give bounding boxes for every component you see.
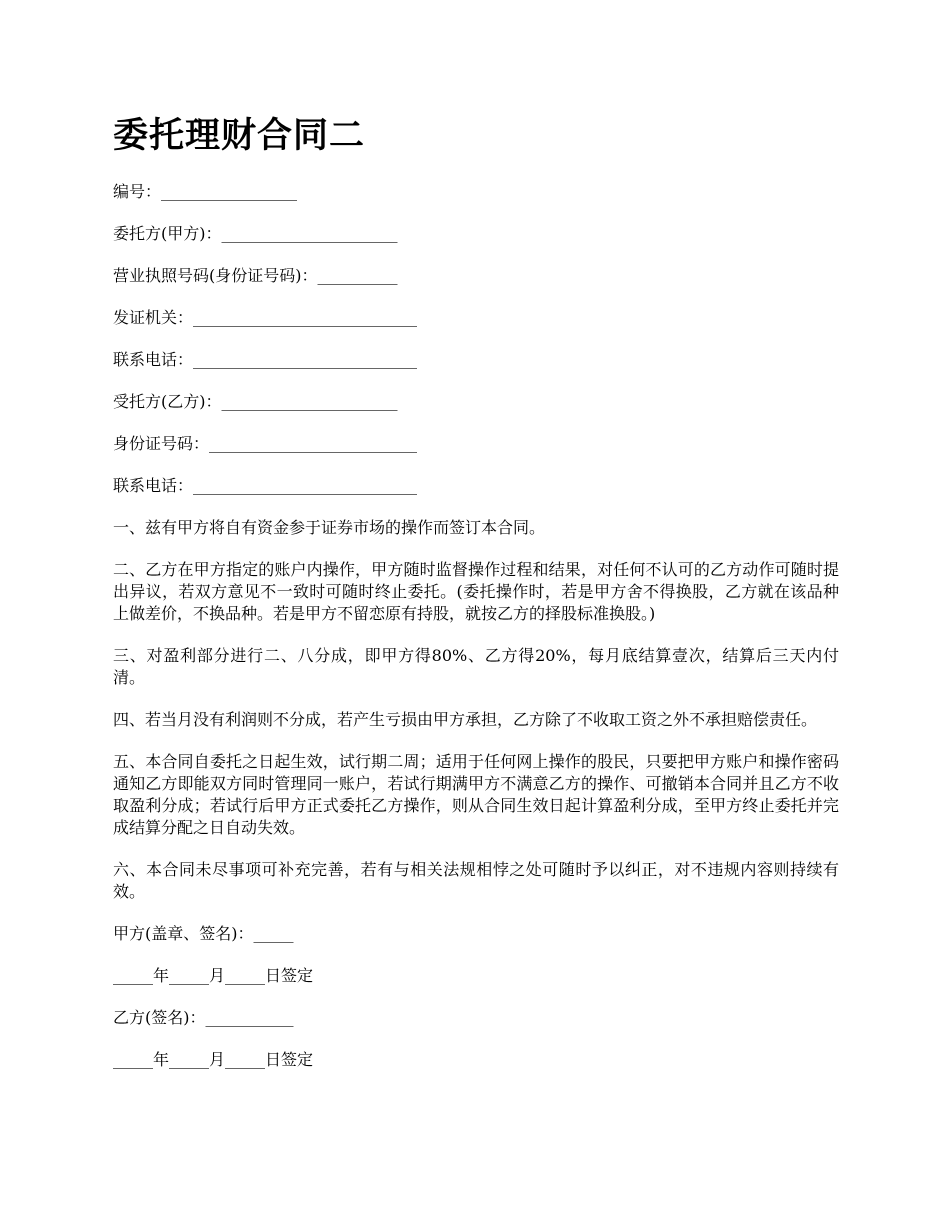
clause-6: 六、本合同未尽事项可补充完善，若有与相关法规相悖之处可随时予以纠正，对不违规内容则持续有效。	[113, 860, 839, 901]
clause-5: 五、本合同自委托之日起生效，试行期二周；适用于任何网上操作的股民，只要把甲方账户和操作密码通知乙方即能双方同时管理同一账户，若试行期满甲方不满意乙方的操作、可撤销本合同并且乙方不收取盈利分成；若试行后甲方正式委托乙方操作，则从合同生效日起计算盈利分成，至甲方终止委托并完成结算分配之日自动失效。	[113, 752, 839, 837]
field-issuing-authority: 发证机关：____________________________	[113, 308, 418, 327]
clause-2: 二、乙方在甲方指定的账户内操作，甲方随时监督操作过程和结果，对任何不认可的乙方动作可随时提出异议，若双方意见不一致时可随时终止委托。(委托操作时，若是甲方舍不得换股，乙方就在该品种上做差价，不换品种。若是甲方不留恋原有持股，就按乙方的择股标准换股。)	[113, 560, 839, 623]
signature-date-party-a: _____年_____月_____日签定	[113, 966, 314, 985]
field-trustee-party-b: 受托方(乙方)：______________________	[113, 392, 398, 411]
clause-4: 四、若当月没有利润则不分成，若产生亏损由甲方承担，乙方除了不收取工资之外不承担赔偿责任。	[113, 710, 818, 729]
field-party-b-id-number: 身份证号码：__________________________	[113, 434, 418, 453]
clause-3: 三、对盈利部分进行二、八分成，即甲方得80%、乙方得20%，每月底结算壹次，结算后三天内付清。	[113, 646, 839, 687]
clause-1: 一、兹有甲方将自有资金参于证券市场的操作而签订本合同。	[113, 518, 546, 537]
document-title: 委托理财合同二	[113, 116, 366, 156]
contract-document	[113, 110, 839, 1091]
field-contract-number: 编号：_________________	[113, 182, 298, 201]
field-client-party-a: 委托方(甲方)：______________________	[113, 224, 398, 243]
field-license-id-number: 营业执照号码(身份证号码)：__________	[113, 266, 398, 285]
field-party-b-phone: 联系电话：____________________________	[113, 476, 418, 495]
signature-party-a: 甲方(盖章、签名)：_____	[113, 924, 294, 943]
signature-date-party-b: _____年_____月_____日签定	[113, 1050, 314, 1069]
field-party-a-phone: 联系电话：____________________________	[113, 350, 418, 369]
signature-party-b: 乙方(签名)：___________	[113, 1008, 294, 1027]
